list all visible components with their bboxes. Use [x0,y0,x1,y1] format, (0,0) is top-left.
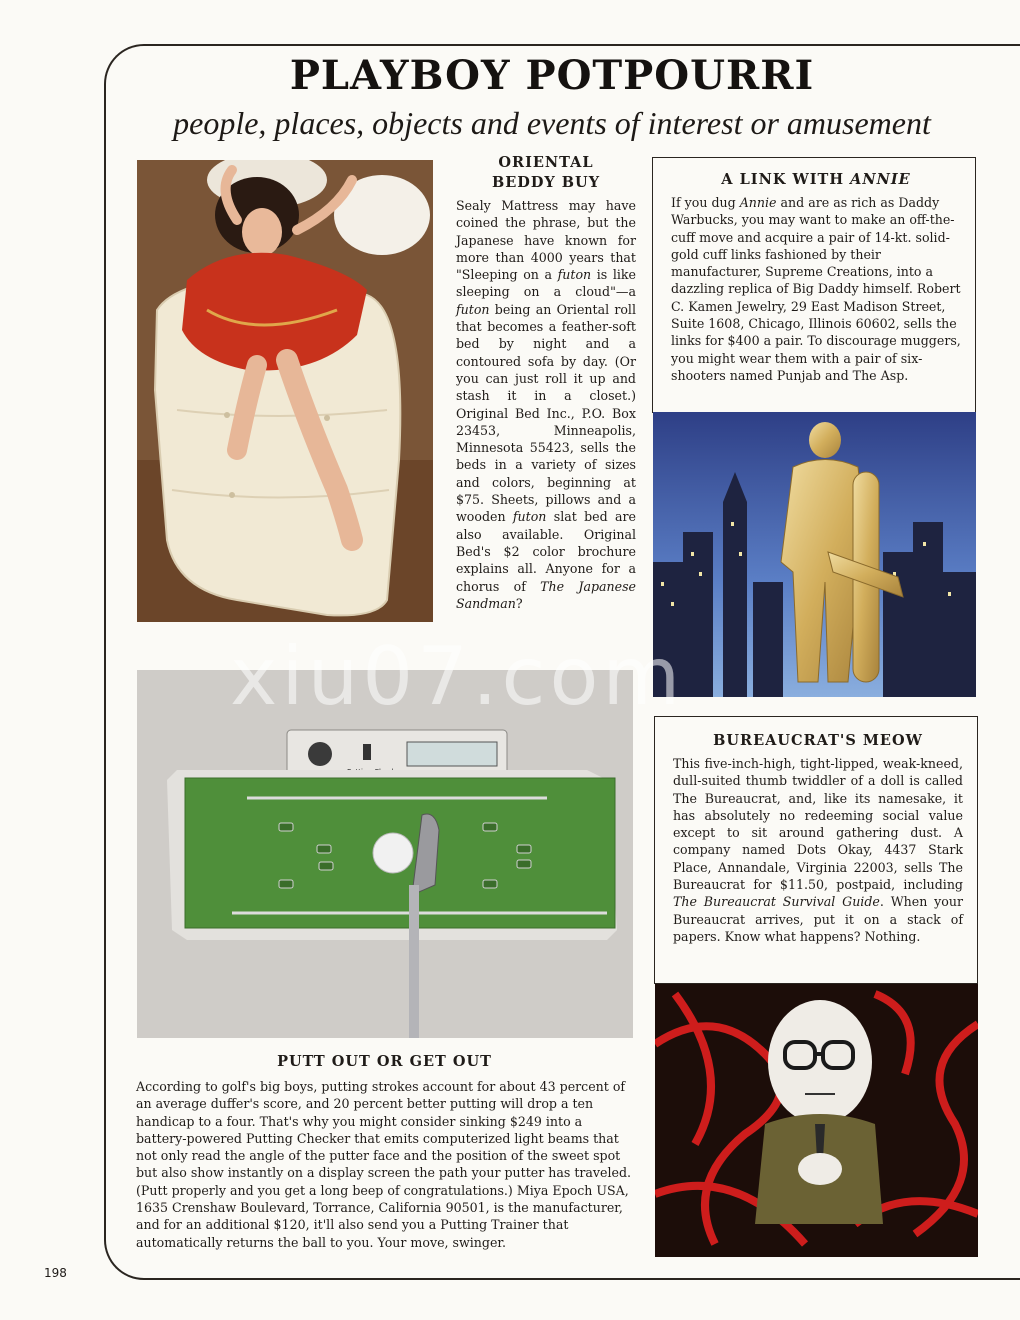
page-number: 198 [44,1266,67,1280]
page-title: PLAYBOY POTPOURRI [289,52,815,99]
futon-body-text-4: slat bed are also available. Original Bed's $2 color brochure explains all. Anyone for a chorus of [456,509,636,594]
annie-title-text: A LINK WITH [721,171,851,188]
annie-title [671,170,961,190]
bureaucrat-body [673,755,963,945]
futon-body-text-5: ? [515,595,523,611]
futon-body-text-1: Sealy Mattress may have coined the phrase, but the Japanese have known for more than 4000 years that "Sleeping on a [456,198,636,283]
annie-body [671,194,961,384]
futon-title-line2: BEDDY BUY [491,174,601,191]
bureaucrat-body-text-2: . When your Bureaucrat arrives, put it on a stack of papers. Know what happens? Nothing. [673,894,963,944]
futon-title-line1: ORIENTAL [498,154,594,171]
masthead [104,52,1000,142]
bureaucrat-title: BUREAUCRAT'S MEOW [713,732,923,749]
bureaucrat-doll-photo [655,984,978,1257]
annie-body-text-1: If you dug [671,195,740,210]
bureaucrat-body-em-1: The Bureaucrat Survival Guide [673,894,880,910]
putt-title: PUTT OUT OR GET OUT [277,1053,492,1070]
bureaucrat-body-text-1: This five-inch-high, tight-lipped, weak-kneed, dull-suited thumb twiddler of a doll is called The Bureaucrat, and, like its namesake, it has absolutely no redeeming social value except to sit around gathering dust. A company named Dots Okay, 4437 Stark Place, Annandale, Virginia 22003, sells The Bureaucrat for $11.50, postpaid, including [673,756,963,893]
bureaucrat-article [654,716,978,984]
futon-body-em-2: futon [456,301,490,317]
futon-body [456,197,636,612]
watermark: xiu07.com [230,630,685,723]
futon-photo [137,160,433,622]
annie-article [652,157,976,413]
futon-body-text-2: is like sleeping on a cloud"—a [456,267,637,300]
futon-body-text-3: being an Oriental roll that becomes a feather-soft bed by night and a contoured sofa by day. (Or you can just roll it up and stash it in a closet.) Original Bed Inc., P.O. Box 23453, Minneapolis, Minnesota 55423, sells the beds in a variety of sizes and colors, beginning at $75. Sheets, pillows and a wooden [456,301,636,525]
futon-body-em-3: futon [512,509,547,525]
annie-title-em: ANNIE [850,171,911,188]
annie-body-text-2: and are as rich as Daddy Warbucks, you may want to make an off-the-cuff move and acquire a pair of 14-kt. solid-gold cuff links fashioned by their manufacturer, Supreme Creations, into a dazzling replica of Big Daddy himself. Robert C. Kamen Jewelry, 29 East Madison Street, Suite 1608, Chicago, Illinois 60602, sells the links for $400 a pair. To discourage muggers, you might wear them with a pair of six-shooters named Punjab and The Asp. [671,195,961,383]
futon-title [456,153,636,193]
annie-body-em-1: Annie [739,195,777,210]
page-subtitle: people, places, objects and events of interest or amusement [173,105,931,141]
putting-checker-photo [137,670,633,1038]
putt-body: According to golf's big boys, putting strokes account for about 43 percent of an average duffer's score, and 20 percent better putting will drop a ten handicap to a four. That's why you might consider sinking $249 into a battery-powered Putting Checker that emits computerized light beams that not only read the angle of the putter face and the position of the sweet spot but also show instantly on a display screen the path your putter has traveled. (Putt properly and you get a long beep of congratulations.) Miya Epoch USA, 1635 Crenshaw Boulevard, Torrance, California 90501, is the manufacturer, and for an additional $120, it'll also send you a Putting Trainer that automatically returns the ball to you. Your move, swinger. [136,1079,632,1250]
futon-body-em-4: The Japanese Sandman [456,578,637,611]
putt-article [136,1052,633,1251]
futon-body-em-1: futon [557,267,592,283]
futon-article [456,153,636,612]
big-daddy-illustration [653,412,976,697]
